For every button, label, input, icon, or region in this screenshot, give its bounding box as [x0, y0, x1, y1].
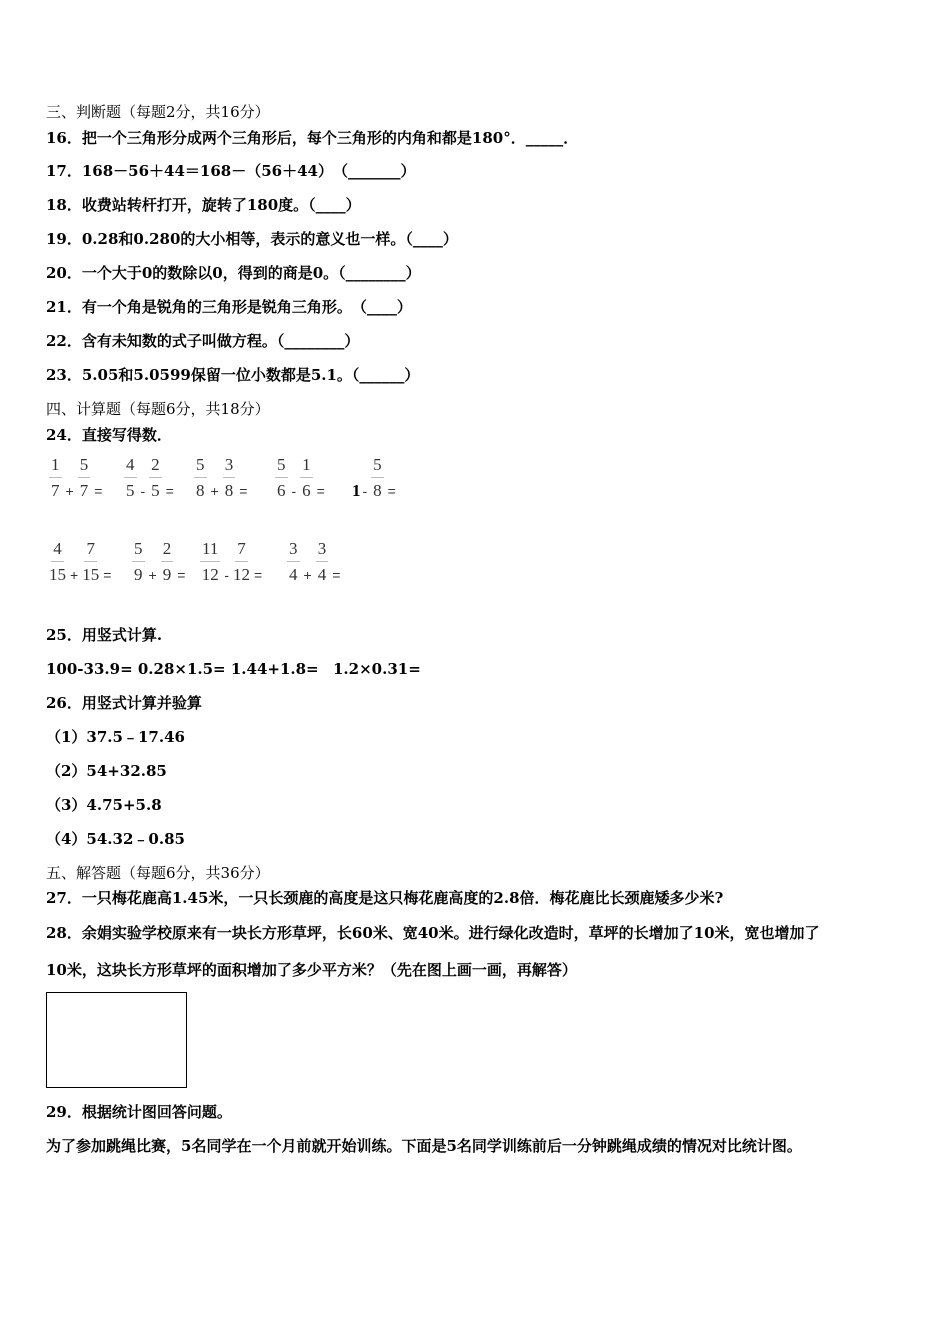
numerator: 11: [200, 540, 220, 562]
operator: +: [148, 567, 157, 583]
numerator: 5: [78, 456, 91, 478]
numerator: 7: [84, 540, 97, 562]
numerator: 4: [124, 456, 137, 478]
numerator: 1: [300, 456, 313, 478]
section4-title: 四、计算题（每题6分，共18分）: [46, 400, 270, 418]
fraction: [300, 456, 313, 500]
operator: -: [291, 483, 297, 499]
fraction: [287, 540, 300, 584]
denominator: 4: [317, 565, 327, 584]
fraction-expression: [47, 540, 113, 584]
operator: -: [224, 567, 230, 583]
fraction: [49, 456, 62, 500]
equals-sign: =: [316, 483, 325, 499]
denominator: 8: [373, 481, 382, 500]
fraction: [161, 540, 174, 584]
denominator: 7: [79, 481, 89, 500]
operator: +: [303, 567, 312, 583]
fraction-expression: [273, 456, 327, 500]
denominator: 9: [162, 565, 172, 584]
denominator: 15: [82, 565, 100, 584]
fraction-expression: [198, 540, 264, 584]
numerator: 5: [275, 456, 288, 478]
question-18: 18．收费站转杆打开，旋转了180度。（____）: [46, 196, 361, 214]
section5-title: 五、解答题（每题6分，共36分）: [46, 864, 270, 882]
fraction: [78, 456, 91, 500]
fraction: [82, 540, 99, 584]
fraction: [316, 540, 329, 584]
question-29-text: 为了参加跳绳比赛，5名同学在一个月前就开始训练。下面是5名同学训练前后一分钟跳绳成绩的情况对比统计图。: [46, 1137, 802, 1155]
fraction-expression: [192, 456, 249, 500]
operator: -: [140, 483, 146, 499]
fraction-expression: [285, 540, 342, 584]
fraction: [49, 540, 66, 584]
question-23: 23．5.05和5.0599保留一位小数都是5.1。（______）: [46, 366, 420, 384]
operator: +: [210, 483, 219, 499]
question-26-item: （2）54+32.85: [46, 762, 167, 780]
operator: +: [70, 567, 79, 583]
question-26: 26．用竖式计算并验算: [46, 694, 202, 712]
denominator: 4: [289, 565, 298, 584]
numerator: 2: [161, 540, 174, 562]
denominator: 6: [277, 481, 286, 500]
question-25-expressions: 100-33.9= 0.28×1.5= 1.44+1.8=: [46, 660, 319, 678]
equals-sign: =: [239, 483, 248, 499]
question-20: 20．一个大于0的数除以0，得到的商是0。（________）: [46, 264, 421, 282]
numerator: 5: [132, 540, 145, 562]
numerator: 5: [194, 456, 207, 478]
denominator: 8: [196, 481, 205, 500]
equals-sign: =: [177, 567, 186, 583]
question-22: 22．含有未知数的式子叫做方程。（________）: [46, 332, 360, 350]
numerator: 3: [287, 540, 300, 562]
question-21: 21．有一个角是锐角的三角形是锐角三角形。 （____）: [46, 298, 412, 316]
denominator: 12: [233, 565, 251, 584]
question-27: 27．一只梅花鹿高1.45米，一只长颈鹿的高度是这只梅花鹿高度的2.8倍．梅花鹿比长颈鹿矮多少米?: [46, 889, 724, 907]
equals-sign: =: [254, 567, 263, 583]
numerator: 2: [149, 456, 162, 478]
numerator: 3: [223, 456, 236, 478]
fraction-expression: [130, 540, 187, 584]
question-24: 24．直接写得数．: [46, 426, 172, 444]
denominator: 5: [151, 481, 160, 500]
equals-sign: =: [94, 483, 103, 499]
equals-sign: =: [103, 567, 112, 583]
section3-title: 三、判断题（每题2分，共16分）: [46, 103, 270, 121]
denominator: 6: [302, 481, 311, 500]
fraction: [233, 540, 250, 584]
fraction: [149, 456, 162, 500]
question-28-line1: 28．余娟实验学校原来有一块长方形草坪，长60米、宽40米。进行绿化改造时，草坪的长增加了10米，宽也增加了: [46, 924, 820, 942]
numerator: 3: [316, 540, 329, 562]
denominator: 12: [201, 565, 219, 584]
equals-sign: =: [387, 483, 396, 499]
operator: +: [65, 483, 74, 499]
denominator: 7: [51, 481, 60, 500]
fraction: [194, 456, 207, 500]
fraction-expression: [352, 456, 398, 500]
fraction: [132, 540, 145, 584]
fraction: [371, 456, 384, 500]
question-17: 17．168－56＋44＝168－（56＋44） （_______）: [46, 162, 416, 180]
equals-sign: =: [165, 483, 174, 499]
numerator: 7: [235, 540, 248, 562]
numerator: 1: [49, 456, 62, 478]
question-25-extra: 1.2×0.31=: [333, 660, 421, 678]
fraction-expression: [47, 456, 104, 500]
equals-sign: =: [332, 567, 341, 583]
rectangle-drawing-area: [46, 992, 187, 1088]
operator: -: [362, 483, 368, 499]
whole-number: 1: [352, 481, 361, 500]
fraction-expression: [122, 456, 176, 500]
fraction: [275, 456, 288, 500]
fraction: [223, 456, 236, 500]
question-26-item: （1）37.5﹣17.46: [46, 728, 185, 746]
question-26-item: （3）4.75+5.8: [46, 796, 162, 814]
denominator: 15: [49, 565, 66, 584]
question-19: 19．0.28和0.280的大小相等，表示的意义也一样。（____）: [46, 230, 458, 248]
denominator: 5: [126, 481, 135, 500]
question-16: 16．把一个三角形分成两个三角形后，每个三角形的内角和都是180°．_____．: [46, 129, 579, 147]
question-28-line2: 10米，这块长方形草坪的面积增加了多少平方米？（先在图上画一画，再解答）: [46, 961, 577, 979]
numerator: 5: [371, 456, 384, 478]
fraction: [124, 456, 137, 500]
question-26-item: （4）54.32﹣0.85: [46, 830, 185, 848]
question-25: 25．用竖式计算.: [46, 626, 163, 644]
denominator: 8: [224, 481, 234, 500]
question-29: 29．根据统计图回答问题。: [46, 1103, 232, 1121]
fraction: [200, 540, 220, 584]
numerator: 4: [51, 540, 64, 562]
denominator: 9: [134, 565, 143, 584]
